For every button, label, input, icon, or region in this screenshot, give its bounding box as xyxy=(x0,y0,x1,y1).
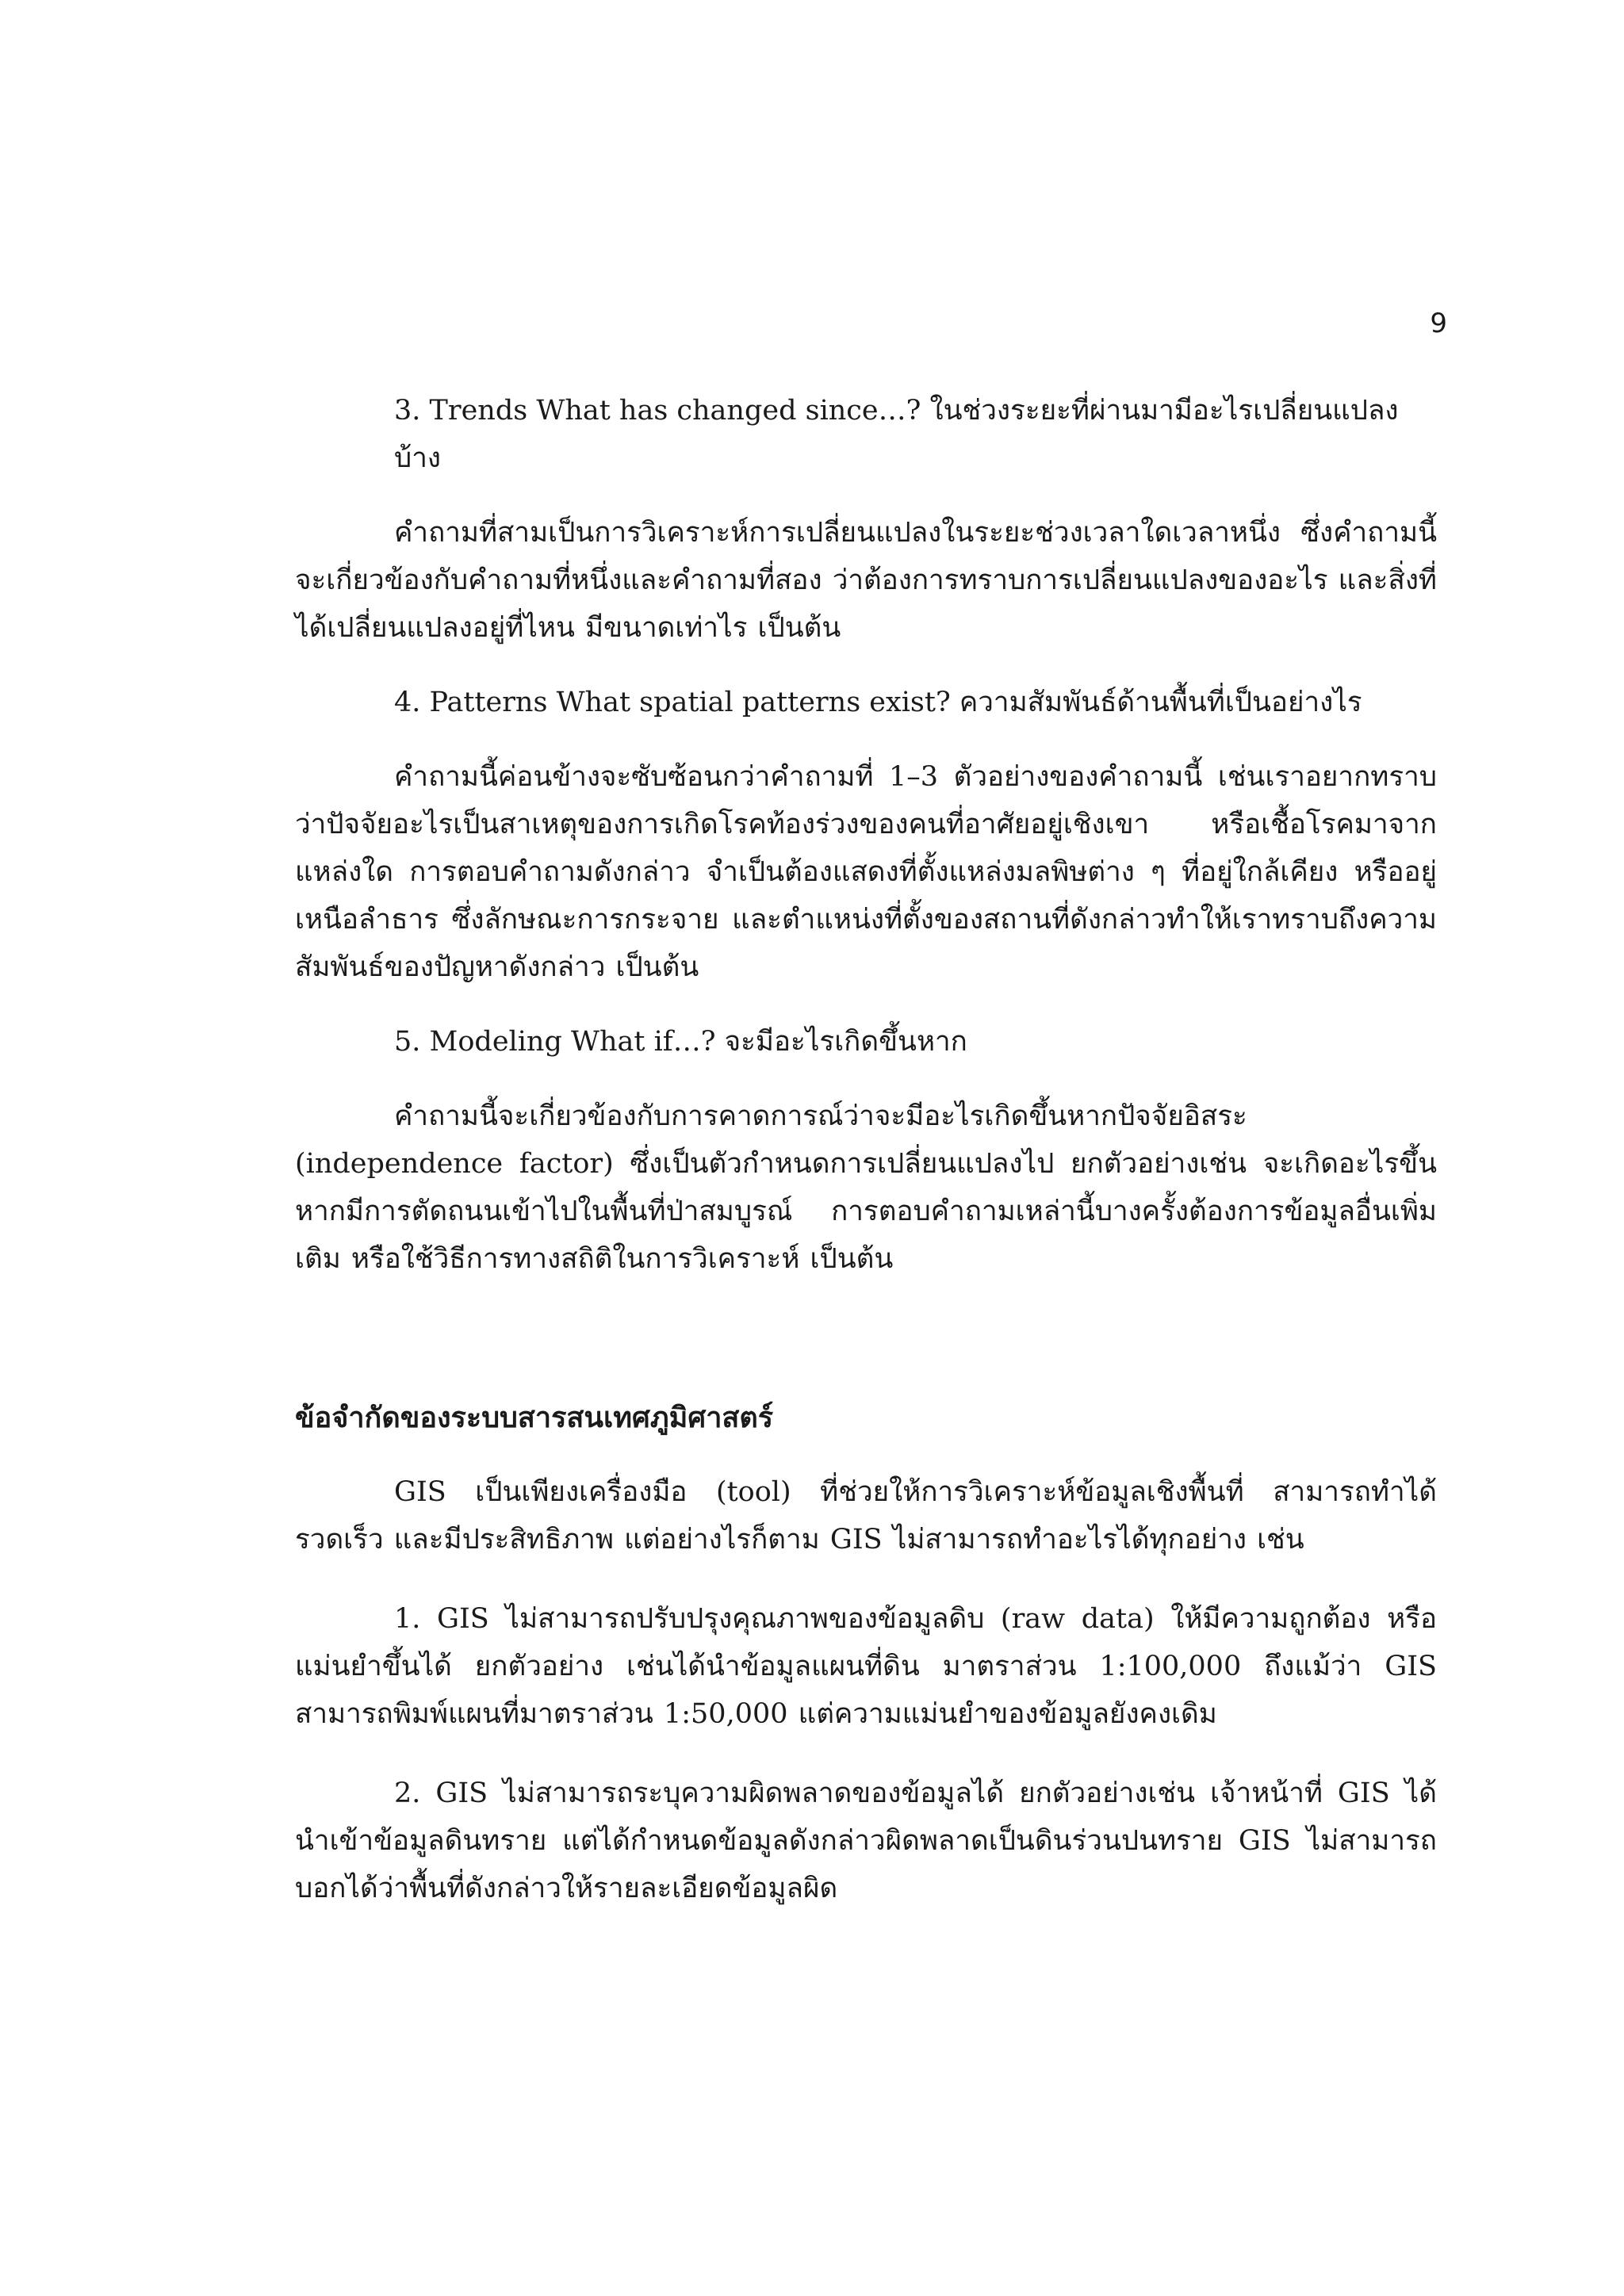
paragraph-gis-intro: GIS เป็นเพียงเครื่องมือ (tool) ที่ช่วยให้การวิเคราะห์ข้อมูลเชิงพื้นที่ สามารถทำได้รวดเร็ว และมีประสิทธิภาพ แต่อย่างไรก็ตาม GIS ไม่สามารถทำอะไรได้ทุกอย่าง เช่น xyxy=(295,1476,1437,1556)
list-item-trends: 3. Trends What has changed since…? ในช่วงระยะที่ผ่านมามีอะไรเปลี่ยนแปลงบ้าง xyxy=(394,395,1399,474)
page-number: 9 xyxy=(1430,308,1447,339)
section-heading: ข้อจำกัดของระบบสารสนเทศภูมิศาสตร์ xyxy=(295,1401,774,1434)
list-item-modeling: 5. Modeling What if…? จะมีอะไรเกิดขึ้นหาก xyxy=(394,1026,967,1058)
page-body xyxy=(295,387,1437,1912)
paragraph-patterns: คำถามนี้ค่อนข้างจะซับซ้อนกว่าคำถามที่ 1–3 ตัวอย่างของคำถามนี้ เช่นเราอยากทราบว่าปัจจัยอะไรเป็นสาเหตุของการเกิดโรคท้องร่วงของคนที่อาศัยอยู่เชิงเขา หรือเชื้อโรคมาจากแหล่งใด การตอบคำถามดังกล่าว จำเป็นต้องแสดงที่ตั้งแหล่งมลพิษต่าง ๆ ที่อยู่ใกล้เคียง หรืออยู่เหนือลำธาร ซึ่งลักษณะการกระจาย และตำแหน่งที่ตั้งของสถานที่ดังกล่าวทำให้เราทราบถึงความสัมพันธ์ของปัญหาดังกล่าว เป็นต้น xyxy=(295,761,1437,983)
paragraph-limitation-1: 1. GIS ไม่สามารถปรับปรุงคุณภาพของข้อมูลดิบ (raw data) ให้มีความถูกต้อง หรือแม่นยำขึ้นได้ ยกตัวอย่าง เช่นได้นำข้อมูลแผนที่ดิน มาตราส่วน 1:100,000 ถึงแม้ว่า GIS สามารถพิมพ์แผนที่มาตราส่วน 1:50,000 แต่ความแม่นยำของข้อมูลยังคงเดิม xyxy=(295,1603,1437,1730)
paragraph-limitation-2: 2. GIS ไม่สามารถระบุความผิดพลาดของข้อมูลได้ ยกตัวอย่างเช่น เจ้าหน้าที่ GIS ได้นำเข้าข้อมูลดินทราย แต่ได้กำหนดข้อมูลดังกล่าวผิดพลาดเป็นดินร่วนปนทราย GIS ไม่สามารถบอกได้ว่าพื้นที่ดังกล่าวให้รายละเอียดข้อมูลผิด xyxy=(295,1777,1437,1904)
list-item-patterns: 4. Patterns What spatial patterns exist? ความสัมพันธ์ด้านพื้นที่เป็นอย่างไร xyxy=(394,687,1362,718)
paragraph-trends: คำถามที่สามเป็นการวิเคราะห์การเปลี่ยนแปลงในระยะช่วงเวลาใดเวลาหนึ่ง ซึ่งคำถามนี้จะเกี่ยวข้องกับคำถามที่หนึ่งและคำถามที่สอง ว่าต้องการทราบการเปลี่ยนแปลงของอะไร และสิ่งที่ได้เปลี่ยนแปลงอยู่ที่ไหน มีขนาดเท่าไร เป็นต้น xyxy=(295,517,1437,644)
paragraph-modeling: คำถามนี้จะเกี่ยวข้องกับการคาดการณ์ว่าจะมีอะไรเกิดขึ้นหากปัจจัยอิสระ (independence factor) ซึ่งเป็นตัวกำหนดการเปลี่ยนแปลงไป ยกตัวอย่างเช่น จะเกิดอะไรขึ้นหากมีการตัดถนนเข้าไปในพื้นที่ป่าสมบูรณ์ การตอบคำถามเหล่านี้บางครั้งต้องการข้อมูลอื่นเพิ่มเติม หรือใช้วิธีการทางสถิติในการวิเคราะห์ เป็นต้น xyxy=(295,1100,1437,1275)
